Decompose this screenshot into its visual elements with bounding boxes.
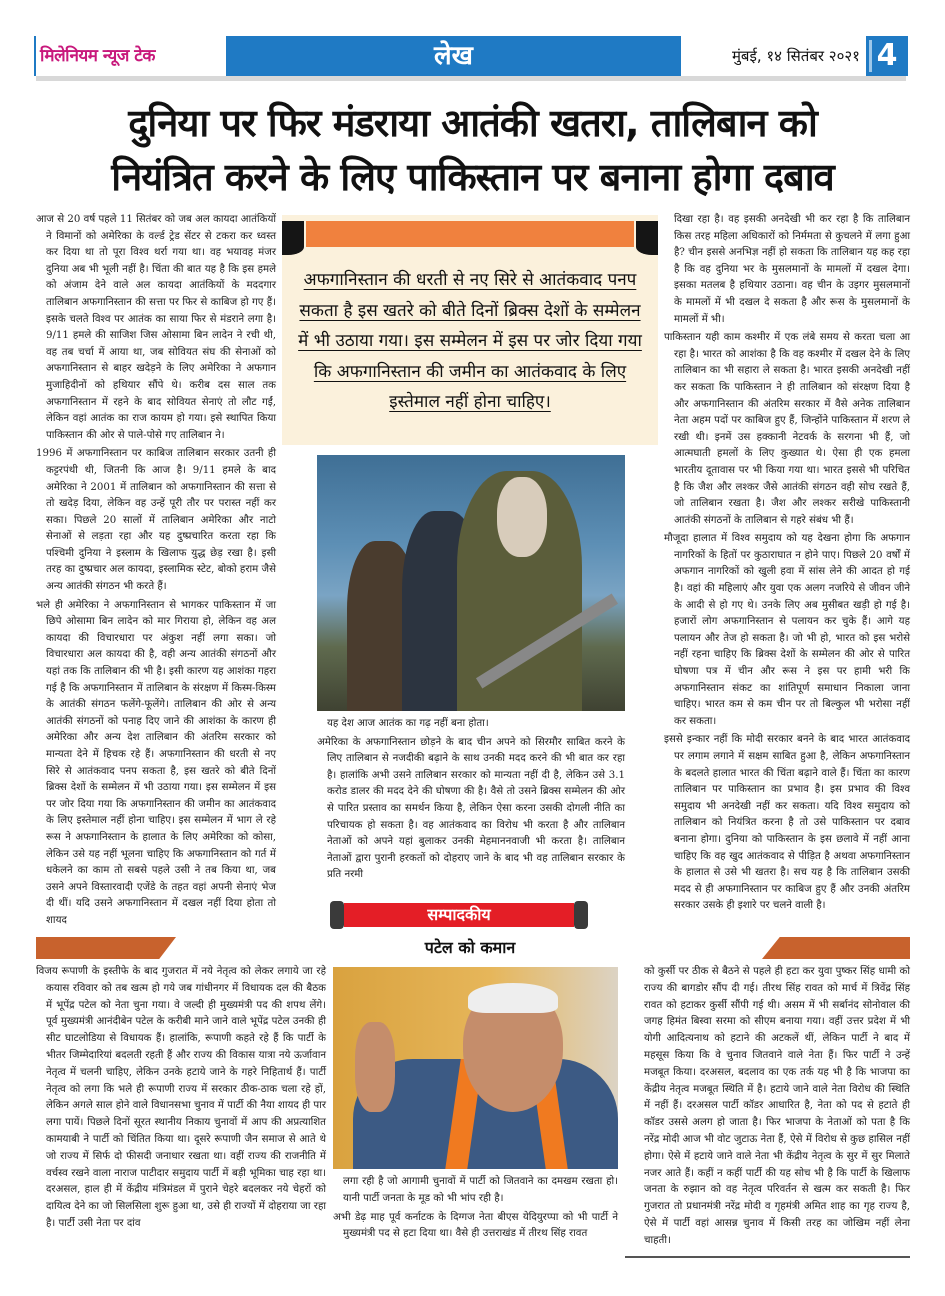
editorial-title: पटेल को कमान (424, 938, 516, 957)
publication-name: मिलेनियम न्यूज टेक (40, 46, 155, 66)
article-column-1 (36, 212, 276, 926)
section-label: लेख (226, 36, 681, 76)
paragraph: अमेरिका के अफगानिस्तान छोड़ने के बाद चीन अपने को सिरमौर साबित करने के लिए तालिबान से नजदीकी बढ़ाने के साथ उनकी मदद करने की भी बात कर रहा है। हालांकि अभी उसने तालिबान सरकार को मान्यता नहीं दी है, लेकिन उसे 3.1 करोड डालर की मदद देने की घोषणा की है। वैसे तो उसने ब्रिक्स सम्मेलन की ओर से पारित प्रस्ताव का समर्थन किया है, लेकिन ऐसा करना उसकी दोगली नीति का परिचायक हो सकता है। वह आतंकवाद का विरोध भी करता है और तालिबान नेताओं को अपने यहां बुलाकर उनकी मेहमाननवाजी भी करता है। तालिबान नेताओं द्वारा पुरानी हरकतों को दोहराए जाने के बाद भी वह तालिबान सरकार के प्रति नरमी (317, 736, 625, 881)
article-column-3 (664, 212, 910, 912)
headline-line-1: दुनिया पर फिर मंडराया आतंकी खतरा, तालिबान को (128, 101, 817, 145)
paragraph: दिखा रहा है। वह इसकी अनदेखी भी कर रहा है कि तालिबान किस तरह महिला अधिकारों को निर्ममता से कुचलने में लगा हुआ है? चीन इससे अनभिज्ञ नहीं हो सकता कि तालिबान यह कह रहा है कि वह दुनिया भर के मुसलमानों के मामलों में दखल देगा। इसका मतलब है हथियार उठाना। वह चीन के उइगर मुसलमानों के मामलों में भी दखल दे सकता है और रूस के मुसलमानों के मामलों में भी। (674, 214, 910, 325)
editorial-decoration-right (762, 937, 910, 959)
masthead-rule (36, 76, 906, 81)
paragraph: लगा रही है जो आगामी चुनावों में पार्टी को जितवाने का दमखम रखता हो। यानी पार्टी जनता के मूड को भी भांप रही है। (343, 1176, 618, 1204)
pull-quote-cap-right (636, 221, 658, 255)
pull-quote-bar (306, 221, 634, 247)
editorial-decoration-left (36, 937, 176, 959)
paragraph: इससे इन्कार नहीं कि मोदी सरकार बनने के बाद भारत आतंकवाद पर लगाम लगाने में सक्षम साबित हुआ है, लेकिन अफगानिस्तान के बदलते हालात भारत की चिंता बढ़ाने वाले हैं। चिंता का कारण तालिबान पर पाकिस्तान का प्रभाव है। इस प्रभाव की विश्व समुदाय भी अनदेखी नहीं कर सकता। यदि विश्व समुदाय को तालिबान को नियंत्रित करना है तो उसे पाकिस्तान पर दबाव बनाना होगा। दुनिया को पाकिस्तान के इस छलावे में नहीं आना चाहिए कि वह खुद आतंकवाद से पीड़ित है अथवा अफगानिस्तान के हालात से उसे भी खतरा है। सच यह है कि तालिबान उसकी मदद से ही अफगानिस्तान पर काबिज हुए हैं और उनकी अंतरिम सरकार उसके ही इशारे पर चलने वाली है। (664, 734, 910, 912)
editorial-tag (330, 901, 588, 929)
paragraph: यह देश आज आतंक का गढ़ नहीं बना होता। (327, 718, 489, 729)
paragraph: 1996 में अफगानिस्तान पर काबिज तालिबान सरकार उतनी ही कट्टरपंथी थी, जितनी कि आज है। 9/11 हमले के बाद अमेरिका ने 2001 में तालिबान को अफगानिस्तान की सत्ता से तो खदेड़ दिया, लेकिन वह उन्हें पूरी तौर पर परास्त नहीं कर सका। पिछले 20 सालों में तालिबान अमेरिका और नाटो सेनाओं से लड़ता रहा और यह दुष्प्रचारित करता रहा कि पश्चिमी दुनिया ने इस्लाम के खिलाफ युद्ध छेड़ रखा है। इसी तरह का दुष्प्रचार अल कायदा, इस्लामिक स्टेट, बोको हराम जैसे अन्य आतंकी संगठन भी करते हैं। (36, 448, 276, 593)
main-headline (30, 96, 915, 204)
editorial-column-2 (333, 1174, 618, 1254)
bhupendra-patel-photo (333, 967, 618, 1169)
pull-quote-text: अफगानिस्तान की धरती से नए सिरे से आतंकवाद पनप सकता है इस खतरे को बीते दिनों ब्रिक्स देशों के सम्मेलन में भी उठाया गया। इस सम्मेलन में इस पर जोर दिया गया कि अफगानिस्तान की जमीन का आतंकवाद के लिए इस्तेमाल नहीं होना चाहिए। (298, 270, 642, 412)
paragraph: पाकिस्तान यही काम कश्मीर में एक लंबे समय से करता चला आ रहा है। भारत को आशंका है कि वह कश्मीर में दखल देने के लिए तालिबान का भी सहारा ले सकता है। भारत इसकी अनदेखी नहीं कर सकता कि पाकिस्तान ने ही तालिबान को संरक्षण दिया है और अफगानिस्तान की अंतरिम सरकार में वैसे अनेक तालिबान नेता अहम पदों पर काबिज हुए हैं, जिन्होंने पाकिस्तान में शरण ले रखी थी। इनमें उस हक्कानी नेटवर्क के सरगना भी हैं, जो आत्मघाती हमलों के लिए कुख्यात थे। ऐसा ही एक हमला भारतीय दूतावास पर भी किया गया था। भारत इससे भी परिचित है कि जैश और लश्कर जैसे आतंकी संगठन वही सोच रखते हैं, जो तालिबान रखता है। जैश और लश्कर सरीखे पाकिस्तानी आतंकी संगठनों के तालिबान से गहरे संबंध भी हैं। (664, 332, 910, 526)
editorial-column-3 (634, 964, 910, 1254)
bottom-rule (625, 1256, 910, 1258)
paragraph: भले ही अमेरिका ने अफगानिस्तान से भागकर पाकिस्तान में जा छिपे ओसामा बिन लादेन को मार गिराया हो, लेकिन वह अल कायदा की विचारधारा पर अंकुश नहीं लगा सका। जो विचारधारा अल कायदा की है, वही अन्य आतंकी संगठनों और यहां तक कि तालिबान की भी है। इसी कारण यह आशंका गहरा गई है कि अफगानिस्तान में तालिबान के संरक्षण में किस्म-किस्म के आतंकी संगठन फलेंगे-फूलेंगे। तालिबान की ओर से अन्य आतंकी संगठनों को पनाह दिए जाने की आशंका के कारण ही अमेरिका और अन्य देश तालिबान की अंतरिम सरकार को मान्यता देने में हिचक रहे हैं। अफगानिस्तान की धरती से नए सिरे से आतंकवाद पनप सकता है, इस खतरे को बीते दिनों ब्रिक्स देशों के सम्मेलन में भी उठाया गया। इस सम्मेलन में इस पर जोर दिया गया कि अफगानिस्तान की जमीन का आतंकवाद के लिए इस्तेमाल नहीं होना चाहिए। इस सम्मेलन में भाग ले रहे रूस ने अफगानिस्तान के हालात के लिए अमेरिका को कोसा, लेकिन उसे यह नहीं भूलना चाहिए कि अफगानिस्तान को गर्त में धकेलने का काम तो सबसे पहले उसी ने तब किया था, जब उसने अपने विस्तारवादी एजेंडे के तहत वहां अपनी सेनाएं भेज दी थीं। यदि उसने अफगानिस्तान में दखल नहीं दिया होता तो शायद (36, 599, 276, 926)
paragraph: आज से 20 वर्ष पहले 11 सितंबर को जब अल कायदा आतंकियों ने विमानों को अमेरिका के वर्ल्ड ट्रेड सेंटर से टकरा कर ध्वस्त कर दिया था तो पूरा विश्व थर्रा गया था। वह भयावह मंजर दुनिया अब भी भूली नहीं है। चिंता की बात यह है कि इस हमले को अंजाम देने वाले अल कायदा आतंकियों के मददगार तालिबान अफगानिस्तान की सत्ता पर फिर से काबिज हो गए हैं। इसके चलते विश्व पर आतंक का साया फिर से मंडराने लगा है। 9/11 हमले की साजिश जिस ओसामा बिन लादेन ने रची थी, वह तब चर्चा में आया था, जब सोवियत संघ की सेनाओं को अफगानिस्तान से बाहर खदेड़ने के लिए अमेरिका ने अफगान मुजाहिदीनों को हथियार सौंपे थे। करीब दस साल तक अफगानिस्तान में रहने के बाद सोवियत सेनाएं तो लौट गईं, लेकिन वहां आतंक का राज कायम हो गया। इसे स्थापित किया पाकिस्तान की ओर से पाले-पोसे गए तालिबान ने। (36, 214, 276, 441)
dateline: मुंबई, १४ सितंबर २०२१ (731, 47, 860, 65)
article-column-2 (317, 716, 625, 894)
paragraph: को कुर्सी पर ठीक से बैठने से पहले ही हटा कर युवा पुष्कर सिंह धामी को राज्य की बागडोर सौंप दी गई। तीरथ सिंह रावत को मार्च में त्रिवेंद्र सिंह रावत को हटाकर कुर्सी सौंपी गई थी। असम में भी सर्बानंद सोनोवाल की जगह हिमंत बिस्वा सरमा को सीएम बनाया गया। वहीं उत्तर प्रदेश में भी योगी आदित्यनाथ को हटाने की अटकलें थीं, लेकिन पार्टी ने बाद में महसूस किया कि वे चुनाव जितवाने वाले नेता हैं। फिर पार्टी ने उन्हें मजबूत किया। दरअसल, बदलाव का एक तर्क यह भी है कि भाजपा का केंद्रीय नेतृत्व मजबूत स्थिति में है। हटाये जाने वाले नेता विरोध की स्थिति में नहीं हैं। दरअसल पार्टी कॉडर आधारित है, नेता को पद से हटाते ही कॉडर उससे अलग हो जाता है। फिर भाजपा के नेताओं को पता है कि नरेंद्र मोदी आज भी वोट जुटाऊ नेता हैं, ऐसे में विरोध से कुछ हासिल नहीं होगा। ऐसे में हटाये जाने वाले नेता भी केंद्रीय नेतृत्व के सुर में सुर मिलाते नजर आते हैं। कहीं न कहीं पार्टी की यह सोच भी है कि पार्टी के खिलाफ जनता के रुझान को वह नेतृत्व परिवर्तन से खत्म कर सकती है। फिर गुजरात तो प्रधानमंत्री नरेंद्र मोदी व गृहमंत्री अमित शाह का गृह राज्य है, ऐसे में पार्टी वहां आसन्न चुनाव में किसी तरह का जोखिम नहीं लेना चाहती। (644, 966, 910, 1246)
masthead (34, 36, 906, 76)
taliban-fighters-photo (317, 455, 625, 711)
page-number: 4 (866, 36, 908, 76)
paragraph: विजय रूपाणी के इस्तीफे के बाद गुजरात में नये नेतृत्व को लेकर लगाये जा रहे कयास रविवार को तब खत्म हो गये जब गांधीनगर में विधायक दल की बैठक में भूपेंद्र पटेल को नेता चुना गया। वे जल्दी ही मुख्यमंत्री पद की शपथ लेंगे। पूर्व मुख्यमंत्री आनंदीबेन पटेल के करीबी माने जाने वाले भूपेंद्र पटेल उनकी ही सीट घाटलोडिया से विधायक हैं। हालांकि, रूपाणी कहते रहे हैं कि पार्टी के भीतर जिम्मेदारियां बदलती रहती हैं और राज्य की विकास यात्रा नये ऊर्जावान नेतृत्व में चलनी चाहिए, लेकिन उनके हटाये जाने के गहरे निहितार्थ हैं। पार्टी नेतृत्व को लगा कि भले ही रूपाणी राज्य में सरकार ठीक-ठाक चला रहे हों, लेकिन अगले साल होने वाले विधानसभा चुनाव में पार्टी की नैया शायद ही पार लगा पायें। पिछले दिनों सूरत स्थानीय निकाय चुनावों में आप की अप्रत्याशित कामयाबी ने पार्टी को चिंतित किया था। दूसरे रूपाणी जैन समाज से आते थे जो राज्य में सिर्फ दो फीसदी जनाधार रखता था। वहीं राज्य की राजनीति में वर्चस्व रखने वाला नाराज पाटीदार समुदाय पार्टी में बड़ी भूमिका चाह रहा था। दरअसल, हाल ही में केंद्रीय मंत्रिमंडल में पुराने चेहरे बदलकर नये चेहरों को दायित्व देने का जो सिलसिला शुरू हुआ था, उसे ही राज्यों में दोहराया जा रहा है। पार्टी उसी नेता पर दांव (36, 966, 326, 1229)
paragraph: अभी डेढ़ माह पूर्व कर्नाटक के दिग्गज नेता बीएस येदियुरप्पा को भी पार्टी ने मुख्यमंत्री पद से हटा दिया था। वैसे ही उत्तराखंड में तीरथ सिंह रावत (333, 1211, 618, 1240)
editorial-tag-label: सम्पादकीय (344, 903, 574, 927)
headline-line-2: नियंत्रित करने के लिए पाकिस्तान पर बनाना होगा दबाव (111, 155, 834, 199)
paragraph: मौजूदा हालात में विश्व समुदाय को यह देखना होगा कि अफगान नागरिकों के हितों पर कुठाराघात न होने पाए। पिछले 20 वर्षों में अफगान नागरिकों को खुली हवा में सांस लेने की आदत हो गई है। वहां की महिलाएं और युवा एक अलग नजरिये से जीवन जीने के आदी से हो गए थे। उनके लिए अब मुसीबत खड़ी हो गई है। हजारों लोग अफगानिस्तान से पलायन कर चुके हैं। आगे यह पलायन और तेज हो सकता है। जो भी हो, भारत को इस भरोसे नहीं रहना चाहिए कि ब्रिक्स देशों के सम्मेलन की ओर से पारित घोषणा पत्र में चीन और रूस ने इस पर हामी भरी कि अफगानिस्तान संकट का शांतिपूर्ण समाधान निकाला जाना चाहिए। भारत कम से कम चीन पर तो बिल्कुल भी भरोसा नहीं कर सकता। (664, 533, 910, 727)
editorial-column-1 (36, 964, 326, 1254)
pull-quote-box (282, 215, 658, 445)
pull-quote-cap-left (282, 221, 304, 255)
